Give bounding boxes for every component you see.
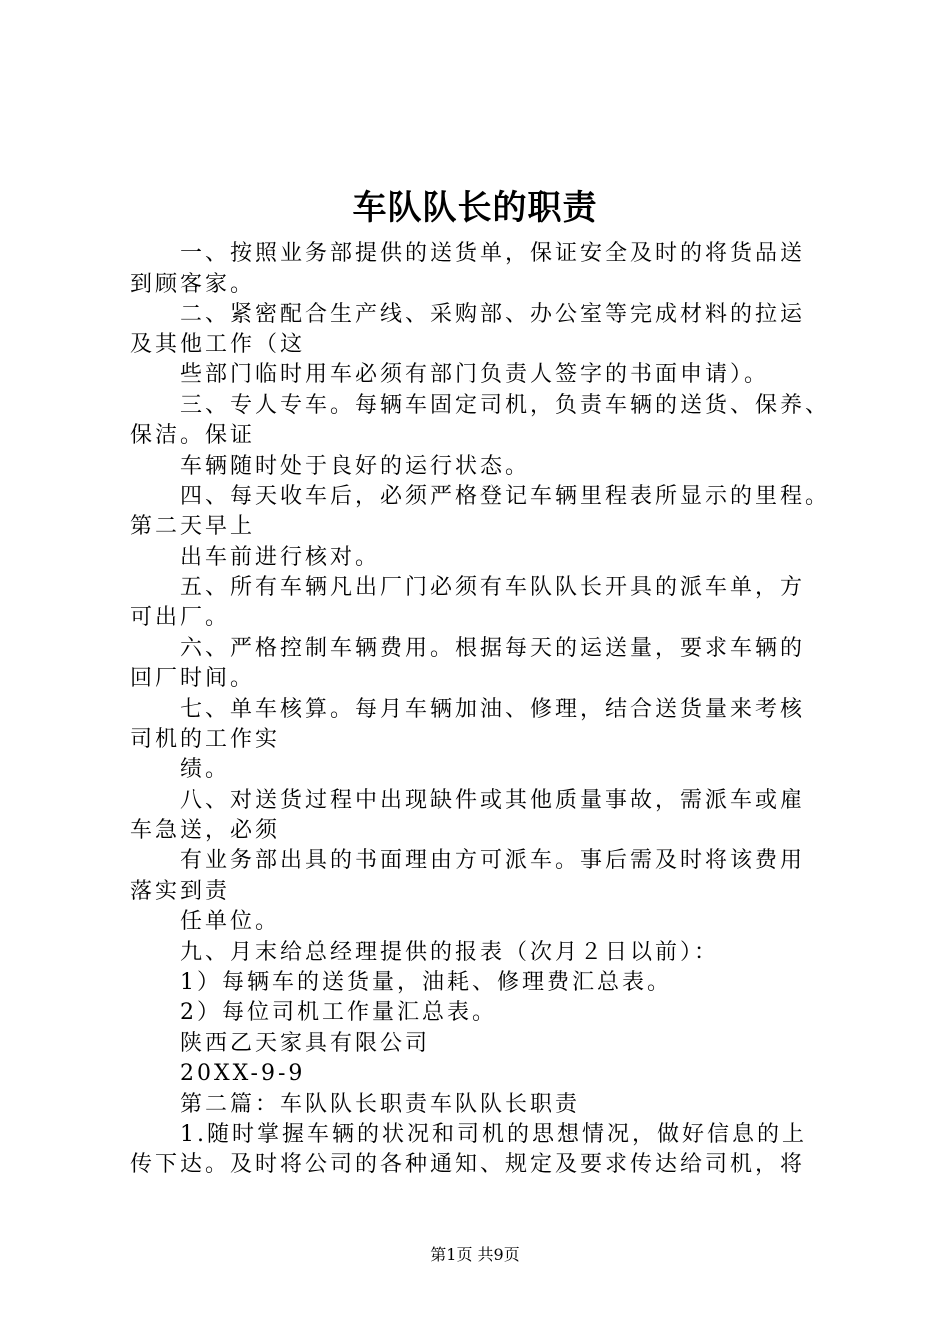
text-line: 传下达。及时将公司的各种通知、规定及要求传达给司机，将 xyxy=(130,1152,806,1177)
text-line: 绩。 xyxy=(180,757,231,782)
text-line: 到顾客家。 xyxy=(130,272,256,297)
text-line: 三、专人专车。每辆车固定司机，负责车辆的送货、保养、 xyxy=(180,393,831,418)
page-footer: 第1页 共9页 xyxy=(430,1245,520,1264)
text-line: 落实到责 xyxy=(130,879,231,904)
text-line: 保洁。保证 xyxy=(130,423,256,448)
text-line: 车辆随时处于良好的运行状态。 xyxy=(180,454,531,479)
text-line: 2）每位司机工作量汇总表。 xyxy=(180,1000,497,1025)
text-line: 有业务部出具的书面理由方可派车。事后需及时将该费用 xyxy=(180,848,806,873)
text-line: 九、月末给总经理提供的报表（次月２日以前）： xyxy=(180,940,720,965)
text-line: 第二篇：车队队长职责车队队长职责 xyxy=(180,1092,581,1117)
text-line: 些部门临时用车必须有部门负责人签字的书面申请）。 xyxy=(180,362,770,387)
text-line: 一、按照业务部提供的送货单，保证安全及时的将货品送 xyxy=(180,241,806,266)
text-line: 1）每辆车的送货量，油耗、修理费汇总表。 xyxy=(180,970,672,995)
text-line: 出车前进行核对。 xyxy=(180,545,381,570)
text-line: 1.随时掌握车辆的状况和司机的思想情况，做好信息的上 xyxy=(180,1122,807,1147)
text-line: 回厂时间。 xyxy=(130,666,256,691)
text-line: 司机的工作实 xyxy=(130,727,281,752)
text-line: 八、对送货过程中出现缺件或其他质量事故，需派车或雇 xyxy=(180,788,806,813)
text-line: 四、每天收车后，必须严格登记车辆里程表所显示的里程。 xyxy=(180,484,831,509)
text-line: 任单位。 xyxy=(180,909,281,934)
text-line: 20XX-9-9 xyxy=(180,1061,306,1086)
text-line: 五、所有车辆凡出厂门必须有车队队长开具的派车单，方 xyxy=(180,575,806,600)
document-title: 车队队长的职责 xyxy=(352,188,598,228)
text-line: 车急送，必须 xyxy=(130,818,281,843)
text-line: 可出厂。 xyxy=(130,605,231,630)
text-line: 及其他工作（这 xyxy=(130,332,306,357)
text-line: 第二天早上 xyxy=(130,514,256,539)
text-line: 二、紧密配合生产线、采购部、办公室等完成材料的拉运 xyxy=(180,302,806,327)
text-line: 七、单车核算。每月车辆加油、修理，结合送货量来考核 xyxy=(180,697,806,722)
text-line: 六、严格控制车辆费用。根据每天的运送量，要求车辆的 xyxy=(180,636,806,661)
text-line: 陕西乙天家具有限公司 xyxy=(180,1031,431,1056)
